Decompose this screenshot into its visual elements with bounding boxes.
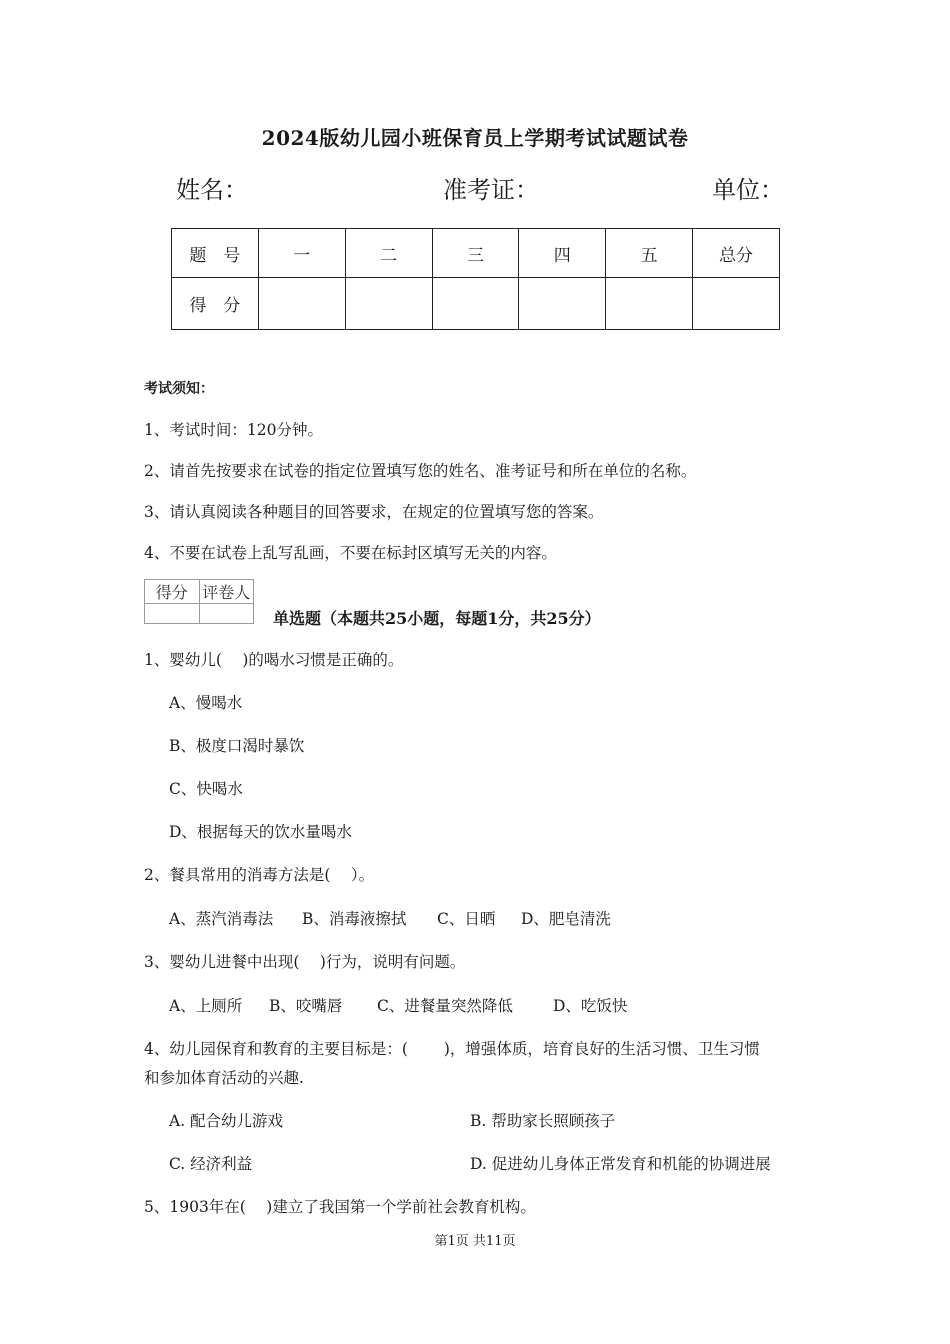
question-4-option-a: A. 配合幼儿游戏 [169,1112,284,1130]
question-3-option-c: C、进餐量突然降低 [377,997,513,1015]
score-header-cell: 三 [432,229,519,278]
question-3-option-b: B、咬嘴唇 [269,997,343,1015]
question-1-option-c: C、快喝水 [169,780,243,798]
score-cell[interactable] [258,278,345,330]
question-4-option-c: C. 经济利益 [169,1155,253,1173]
notice-item: 4、不要在试卷上乱写乱画，不要在标封区填写无关的内容。 [144,544,557,562]
question-1-stem: 1、婴幼儿( )的喝水习惯是正确的。 [144,651,404,669]
question-3-stem: 3、婴幼儿进餐中出现( )行为，说明有问题。 [144,953,466,971]
score-cell[interactable] [693,278,780,330]
score-cell[interactable] [345,278,432,330]
score-header-cell: 总分 [693,229,780,278]
question-4-option-d: D. 促进幼儿身体正常发育和机能的协调进展 [470,1155,771,1173]
grader-score-cell[interactable] [145,604,200,624]
question-4-stem-line-1: 4、幼儿园保育和教育的主要目标是：( )，增强体质，培育良好的生活习惯、卫生习惯 [144,1040,760,1058]
question-2-option-a: A、蒸汽消毒法 [169,910,274,928]
question-5-stem: 5、1903年在( )建立了我国第一个学前社会教育机构。 [144,1198,536,1216]
page-footer: 第1页 共11页 [434,1234,516,1249]
notice-title: 考试须知： [144,381,214,397]
question-2-option-b: B、消毒液擦拭 [302,910,407,928]
score-table [171,228,780,330]
score-header-cell: 四 [519,229,606,278]
question-4-option-b: B. 帮助家长照顾孩子 [470,1112,616,1130]
notice-item: 2、请首先按要求在试卷的指定位置填写您的姓名、准考证号和所在单位的名称。 [144,462,697,480]
question-1-option-d: D、根据每天的饮水量喝水 [169,823,352,841]
score-cell[interactable] [606,278,693,330]
notice-item: 3、请认真阅读各种题目的回答要求，在规定的位置填写您的答案。 [144,503,604,521]
grader-reviewer-cell[interactable] [199,604,254,624]
question-3-option-d: D、吃饭快 [553,997,628,1015]
page-title: 2024版幼儿园小班保育员上学期考试试题试卷 [261,126,689,150]
section-heading: 单选题（本题共25小题，每题1分，共25分） [273,609,601,628]
name-label: 姓名： [176,176,248,204]
unit-label: 单位： [712,176,784,204]
score-header-cell: 题 号 [172,229,259,278]
score-header-cell: 一 [258,229,345,278]
score-cell[interactable] [432,278,519,330]
score-header-cell: 二 [345,229,432,278]
question-1-option-b: B、极度口渴时暴饮 [169,737,305,755]
score-cell[interactable] [519,278,606,330]
question-2-option-d: D、肥皂清洗 [521,910,611,928]
score-row-label: 得 分 [172,278,259,330]
question-2-stem: 2、餐具常用的消毒方法是( ）。 [144,866,375,884]
grader-score-label: 得分 [145,580,200,604]
grader-box [144,579,254,624]
question-1-option-a: A、慢喝水 [169,694,243,712]
score-header-cell: 五 [606,229,693,278]
question-3-option-a: A、上厕所 [169,997,243,1015]
question-2-option-c: C、日晒 [437,910,496,928]
ticket-label: 准考证： [443,176,539,204]
grader-reviewer-label: 评卷人 [199,580,254,604]
question-4-stem-line-2: 和参加体育活动的兴趣. [144,1069,304,1087]
notice-item: 1、考试时间：120分钟。 [144,421,323,439]
